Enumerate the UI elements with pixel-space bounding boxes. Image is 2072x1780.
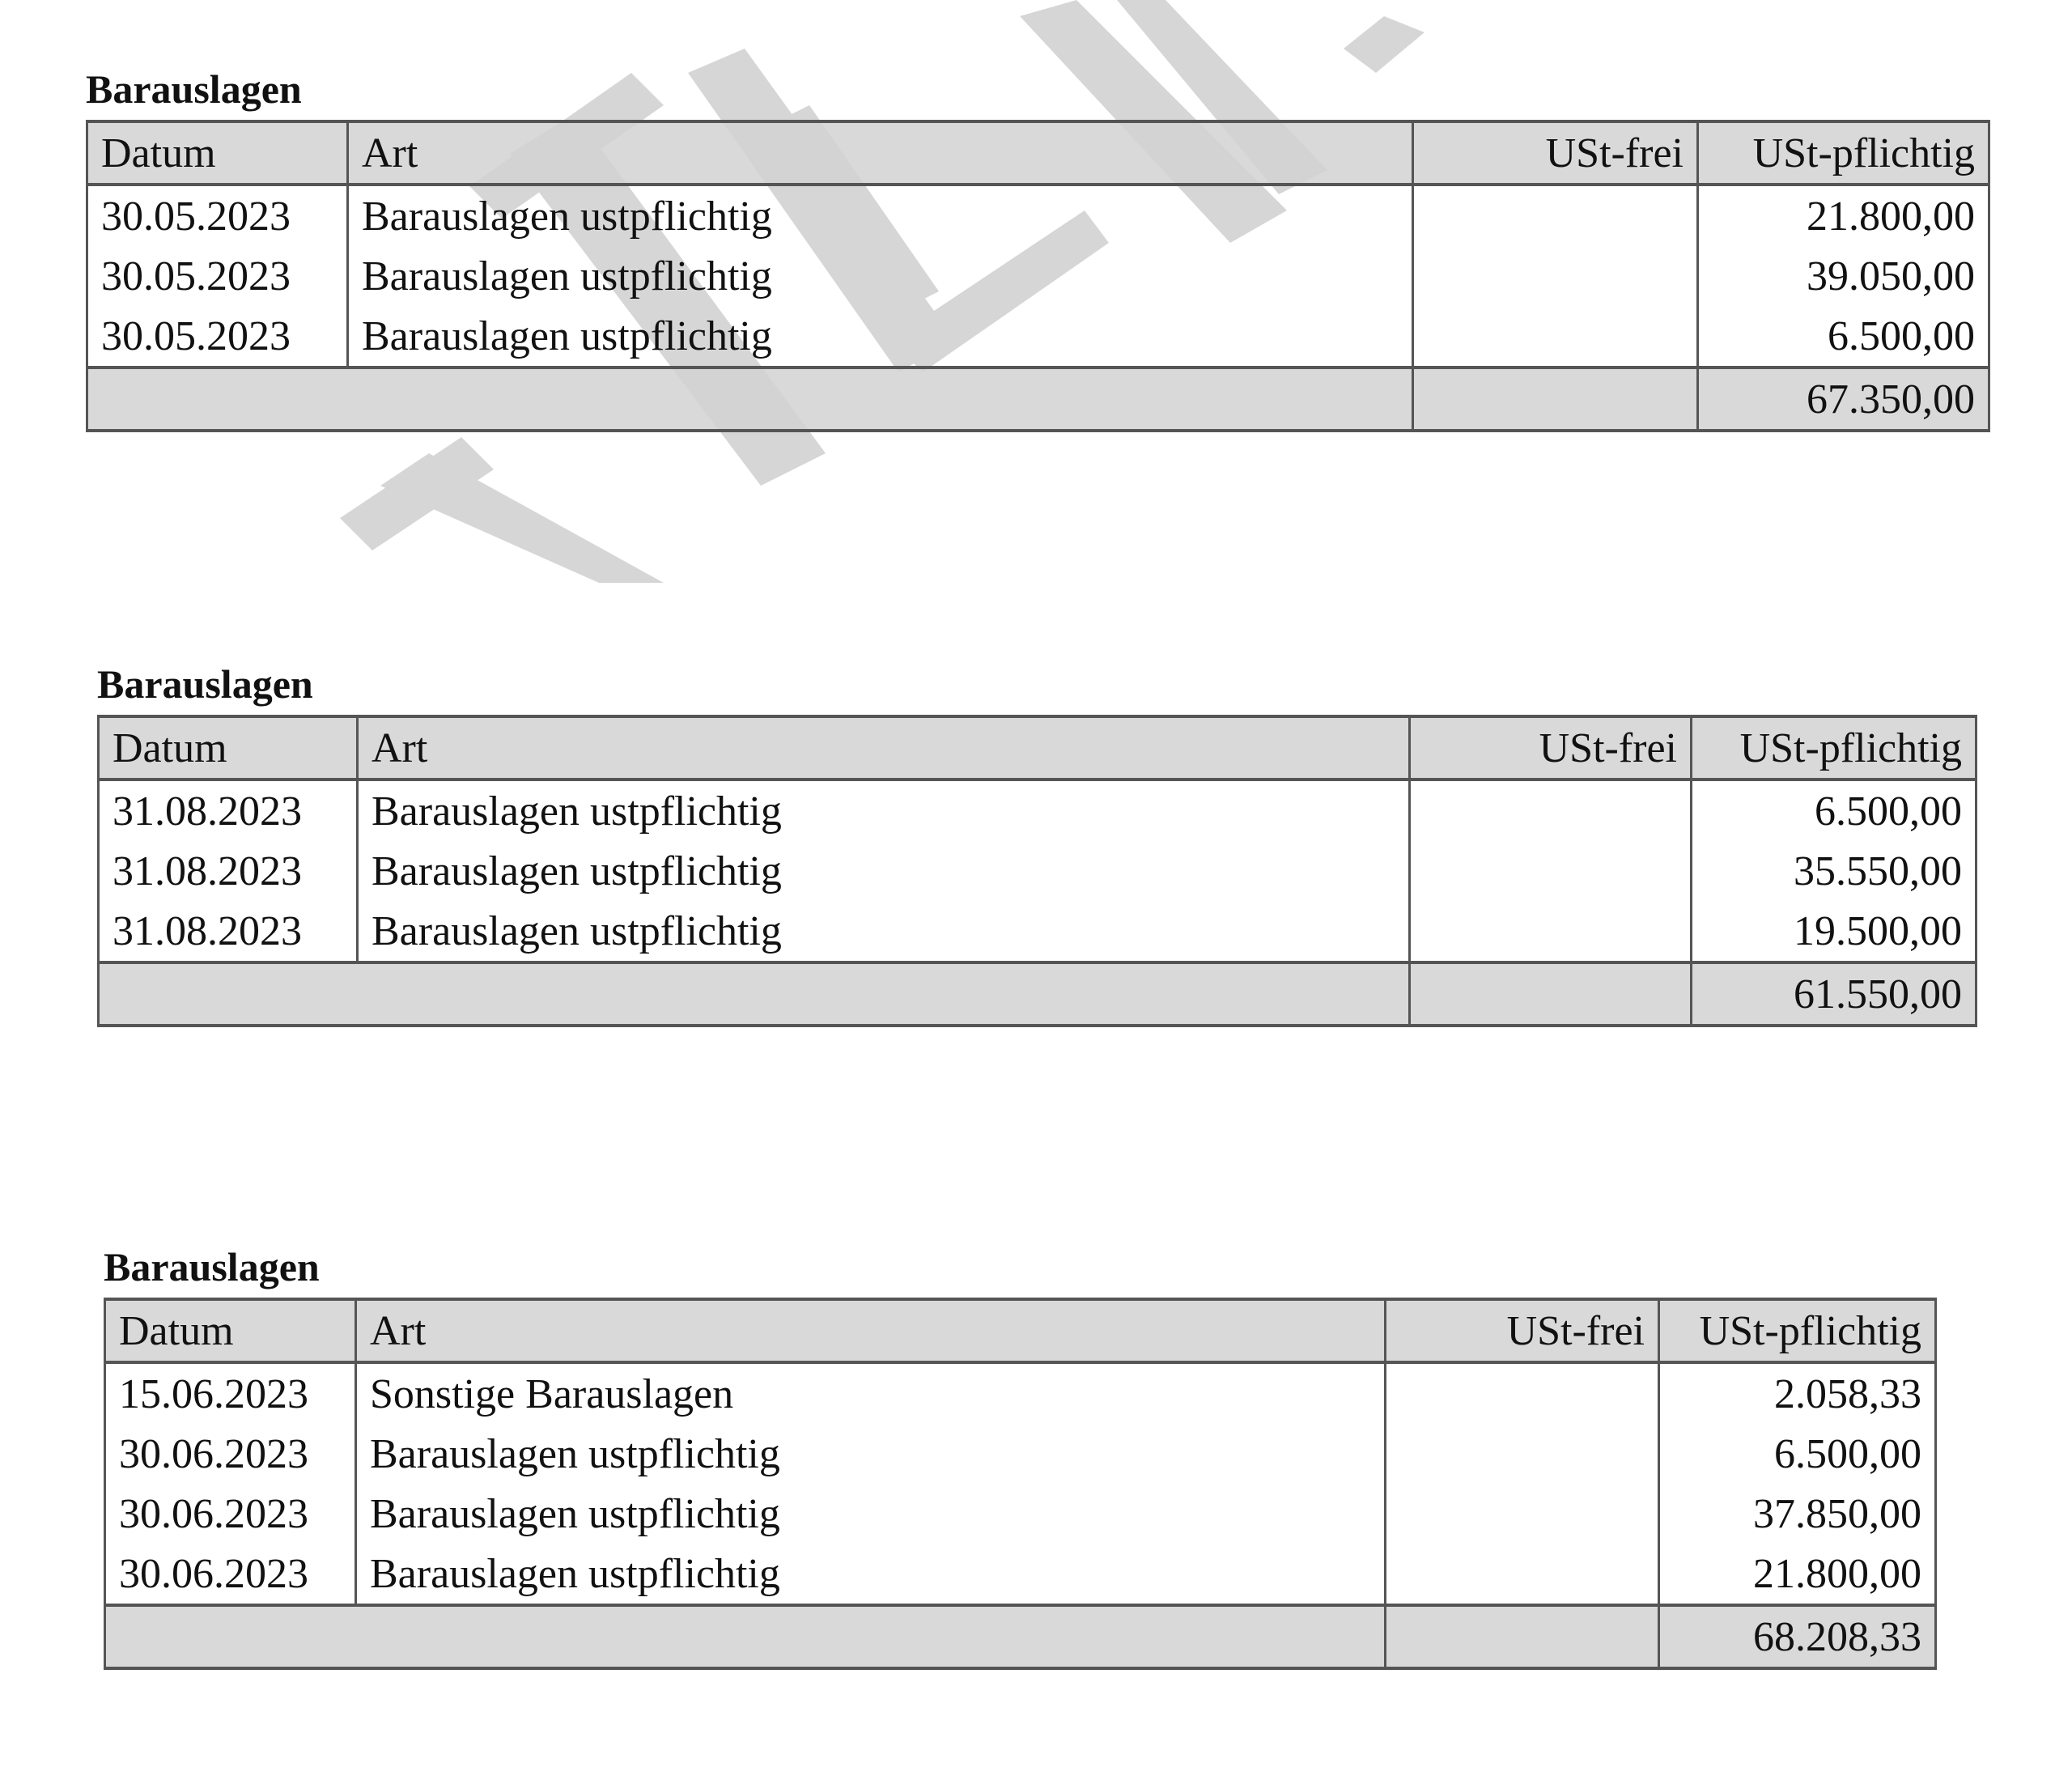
table-row <box>105 1362 1936 1424</box>
expense-block-3 <box>104 1243 1934 1670</box>
total-exempt-cell <box>1386 1605 1659 1668</box>
total-label-cell <box>105 1605 1386 1668</box>
header-type: Art <box>356 1299 1386 1362</box>
cell-date: 31.08.2023 <box>99 901 358 962</box>
cell-taxable: 21.800,00 <box>1659 1544 1936 1605</box>
header-exempt: USt-frei <box>1386 1299 1659 1362</box>
cell-date: 31.08.2023 <box>99 841 358 901</box>
cell-exempt <box>1413 246 1698 306</box>
total-row <box>99 962 1976 1026</box>
header-date: Datum <box>99 716 358 780</box>
cell-exempt <box>1410 841 1692 901</box>
cell-taxable: 6.500,00 <box>1692 780 1976 841</box>
total-taxable: 67.350,00 <box>1698 367 1989 431</box>
table-row <box>99 780 1976 841</box>
cell-type: Barauslagen ustpflichtig <box>358 841 1410 901</box>
cell-taxable: 2.058,33 <box>1659 1362 1936 1424</box>
expense-table <box>104 1298 1937 1670</box>
header-type: Art <box>358 716 1410 780</box>
header-date: Datum <box>87 121 348 185</box>
cell-exempt <box>1413 185 1698 246</box>
block-title: Barauslagen <box>97 661 313 707</box>
total-row <box>87 367 1989 431</box>
total-exempt-cell <box>1410 962 1692 1026</box>
cell-date: 30.05.2023 <box>87 246 348 306</box>
header-type: Art <box>348 121 1413 185</box>
cell-type: Barauslagen ustpflichtig <box>358 901 1410 962</box>
cell-date: 15.06.2023 <box>105 1362 356 1424</box>
block-title: Barauslagen <box>86 66 302 112</box>
table-row <box>87 185 1989 246</box>
cell-date: 30.05.2023 <box>87 306 348 367</box>
cell-exempt <box>1410 780 1692 841</box>
table-row <box>99 901 1976 962</box>
expense-table <box>97 715 1977 1027</box>
cell-type: Barauslagen ustpflichtig <box>348 246 1413 306</box>
cell-taxable: 39.050,00 <box>1698 246 1989 306</box>
cell-taxable: 35.550,00 <box>1692 841 1976 901</box>
cell-exempt <box>1410 901 1692 962</box>
cell-type: Barauslagen ustpflichtig <box>358 780 1410 841</box>
cell-date: 30.06.2023 <box>105 1484 356 1544</box>
cell-taxable: 21.800,00 <box>1698 185 1989 246</box>
header-row <box>87 121 1989 185</box>
table-row <box>105 1544 1936 1605</box>
table-row <box>105 1424 1936 1484</box>
cell-exempt <box>1413 306 1698 367</box>
cell-exempt <box>1386 1424 1659 1484</box>
total-taxable: 61.550,00 <box>1692 962 1976 1026</box>
table-row <box>87 306 1989 367</box>
header-exempt: USt-frei <box>1410 716 1692 780</box>
table-row <box>105 1484 1936 1544</box>
table-row <box>99 841 1976 901</box>
cell-type: Sonstige Barauslagen <box>356 1362 1386 1424</box>
cell-taxable: 6.500,00 <box>1659 1424 1936 1484</box>
total-exempt-cell <box>1413 367 1698 431</box>
cell-date: 30.05.2023 <box>87 185 348 246</box>
cell-date: 30.06.2023 <box>105 1544 356 1605</box>
block-title: Barauslagen <box>104 1244 320 1289</box>
cell-taxable: 19.500,00 <box>1692 901 1976 962</box>
header-taxable: USt-pflichtig <box>1692 716 1976 780</box>
cell-date: 31.08.2023 <box>99 780 358 841</box>
cell-type: Barauslagen ustpflichtig <box>348 306 1413 367</box>
cell-taxable: 6.500,00 <box>1698 306 1989 367</box>
header-date: Datum <box>105 1299 356 1362</box>
cell-exempt <box>1386 1544 1659 1605</box>
total-label-cell <box>87 367 1413 431</box>
cell-taxable: 37.850,00 <box>1659 1484 1936 1544</box>
cell-exempt <box>1386 1484 1659 1544</box>
cell-exempt <box>1386 1362 1659 1424</box>
header-taxable: USt-pflichtig <box>1659 1299 1936 1362</box>
cell-type: Barauslagen ustpflichtig <box>348 185 1413 246</box>
expense-table <box>86 120 1990 432</box>
total-label-cell <box>99 962 1410 1026</box>
cell-date: 30.06.2023 <box>105 1424 356 1484</box>
header-row <box>99 716 1976 780</box>
total-taxable: 68.208,33 <box>1659 1605 1936 1668</box>
expense-block-2 <box>97 660 1975 1027</box>
header-exempt: USt-frei <box>1413 121 1698 185</box>
table-row <box>87 246 1989 306</box>
header-taxable: USt-pflichtig <box>1698 121 1989 185</box>
cell-type: Barauslagen ustpflichtig <box>356 1424 1386 1484</box>
expense-block-1 <box>86 65 1988 432</box>
total-row <box>105 1605 1936 1668</box>
header-row <box>105 1299 1936 1362</box>
cell-type: Barauslagen ustpflichtig <box>356 1484 1386 1544</box>
cell-type: Barauslagen ustpflichtig <box>356 1544 1386 1605</box>
